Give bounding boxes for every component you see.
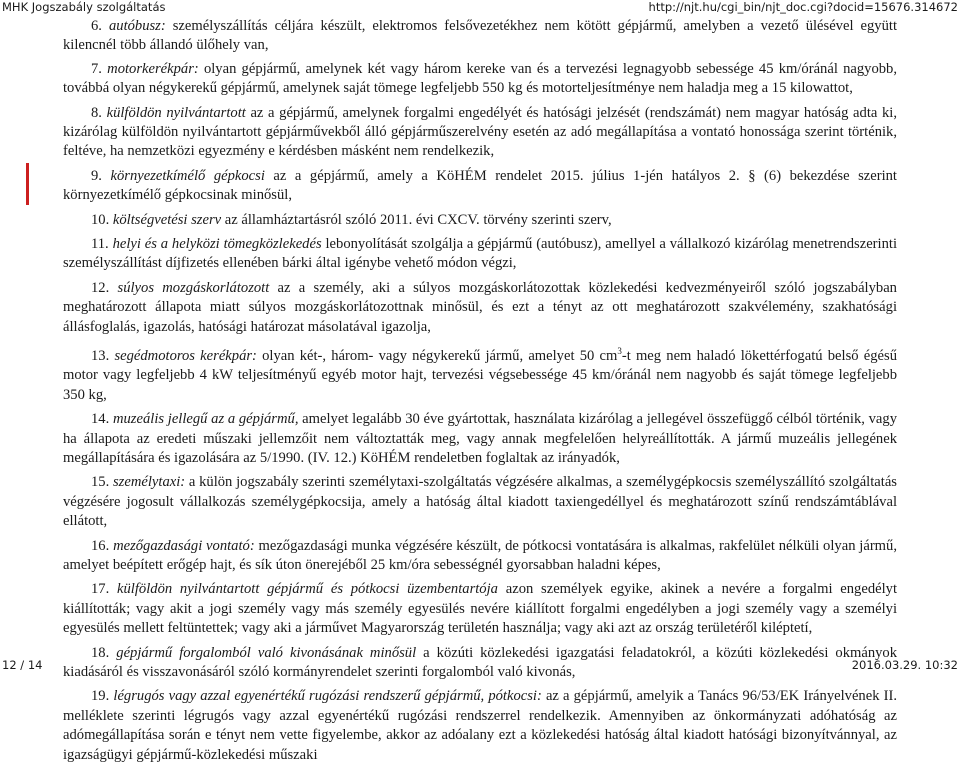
- paragraph-6: 6. autóbusz: személyszállítás céljára készült, elektromos felsővezetékhez nem kötött gépjármű, amelyben a vezető ülésével együtt kilencnél több állandó ülőhely van,: [63, 18, 897, 54]
- document-body: [63, 17, 897, 770]
- paragraph-7: 7. motorkerékpár: olyan gépjármű, amelynek két vagy három kereke van és a tervezési legnagyobb sebessége 45 km/óránál nagyobb, továbbá olyan négykerekű gépjármű, amelynek saját tömege legfeljebb 550 kg és motorteljesítménye nem haladja meg a 15 kilowattot,: [63, 60, 897, 97]
- paragraph-10: 10. költségvetési szerv az államháztartásról szóló 2011. évi CXCV. törvény szerinti szerv,: [91, 211, 612, 228]
- page-header: [0, 0, 960, 14]
- page-footer: [0, 660, 960, 674]
- paragraph-17: 17. külföldön nyilvántartott gépjármű és pótkocsi üzembentartója azon személyek egyike, akinek a nevére a forgalmi engedélyt kiállították; vagy akit a jogi személy vagy más személy egyesülés nevére kiállított forgalmi engedélyben a jogi személy vagy a személyi egyesülés mellett feltüntettek; vagy aki a járművet Magyarország területén használja; vagy aki azt az ország területéről kiléptetí,: [63, 581, 898, 637]
- paragraph-14: 14. muzeális jellegű az a gépjármű, amelyet legalább 30 éve gyártottak, használata kizárólag a jellegével összefüggő célból történik, vagy ha állapota az eredeti műszaki jellemzőit nem változtatták meg, vagy annak megfelelően helyreállították. A jármű muzeális jellegének megállapítására és igazolására az 5/1990. (IV. 12.) KöHÉM rendeletben foglaltak az irányadók,: [63, 411, 897, 466]
- paragraph-8: 8. külföldön nyilvántartott az a gépjármű, amelynek forgalmi engedélyét és hatósági jelzését (rendszámát) nem magyar hatóság adta ki, kizárólag külföldön nyilvántartott gépjárművekből álló gépjárműszerelvény esetén az adó megállapítása a vontató honossága szerint történik, feltéve, ha nemzetközi egyezmény e kérdésben másként nem rendelkezik,: [63, 104, 897, 160]
- paragraph-18: 18. gépjármű forgalomból való kivonásának minősül a közúti közlekedési igazgatási feladatokról, a közúti közlekedési okmányok kiadásáról és visszavonásáról szóló kormányrendelet szerinti forgalomból való kivonás,: [63, 644, 898, 681]
- paragraph-12: 12. súlyos mozgáskorlátozott az a személy, aki a súlyos mozgáskorlátozottak közlekedési kedvezményeiről szóló jogszabályban meghatározott állapota miatt súlyos mozgáskorlátozottnak minősül, és ezt a tényt az ott meghatározott szakvélemény, szakhatósági állásfoglalás, igazolás, hatósági határozat másolatával igazolja,: [63, 279, 897, 335]
- paragraph-13: 13. segédmotoros kerékpár: olyan két-, három- vagy négykerekű jármű, amelyet 50 $cm^3-t$ meg nem haladó lökettérfogatú belső égésű motor vagy legfeljebb 4 kW teljesítményű egyéb motor hajt, tervezési végsebessége 45 km/óránál nem nagyobb és saját tömege legfeljebb 350 kg,: [63, 346, 897, 403]
- paragraph-16: 16. mezőgazdasági vontató: mezőgazdasági munka végzésére készült, de pótkocsi vontatására is alkalmas, rakfelület nélküli olyan jármű, amelyet beépített erőgép hajt, és sík úton önerejéből 25 km/óra sebességnél gyorsabban haladni képes,: [63, 537, 897, 574]
- change-marker-bar: [26, 163, 29, 205]
- print-timestamp: 2016.03.29. 10:32: [851, 658, 958, 672]
- paragraph-19: 19. légrugós vagy azzal egyenértékű rugózási rendszerű gépjármű, pótkocsi: az a gépjármű, amelyik a Tanács 96/53/EK Irányelvének II. melléklete szerinti légrugós vagy azzal egyenértékű rugózási rendszerrel rendelkezik. Amennyiben az önkormányzati adóhatóság az adómegállapítása során e tényt nem vette figyelembe, akkor az adóalany ezt a közlekedési hatóság által kiadott hatósági bizonyítvánnyal, az igazságügyi gépjármű-közlekedési műszaki: [63, 688, 897, 763]
- paragraph-9: 9. környezetkímélő gépkocsi az a gépjármű, amely a KöHÉM rendelet 2015. július 1-jén hatályos 2. § (6) bekezdése szerint környezetkímélő gépkocsinak minősül,: [63, 167, 897, 204]
- page-number: 12 / 14: [2, 658, 43, 672]
- header-left-text: MHK Jogszabály szolgáltatás: [2, 0, 166, 14]
- paragraph-15: 15. személytaxi: a külön jogszabály szerinti személytaxi-szolgáltatás végzésére alkalmas, a személygépkocsis személyszállító szolgáltatás végzésére jogosult vállalkozás személygépkocsija, amely a hatóság által kiadott taxiengedéllyel és meghatározott színű rendszámtáblával ellátott,: [63, 474, 897, 530]
- paragraph-11: 11. helyi és a helyközi tömegközlekedés lebonyolítását szolgálja a gépjármű (autóbusz), amellyel a vállalkozó kizárólag menetrendszerinti személyszállítást díjfizetés ellenében bárki által igénybe vehető módon végzi,: [63, 236, 897, 272]
- header-url: http://njt.hu/cgi_bin/njt_doc.cgi?docid=15676.314672: [648, 0, 958, 14]
